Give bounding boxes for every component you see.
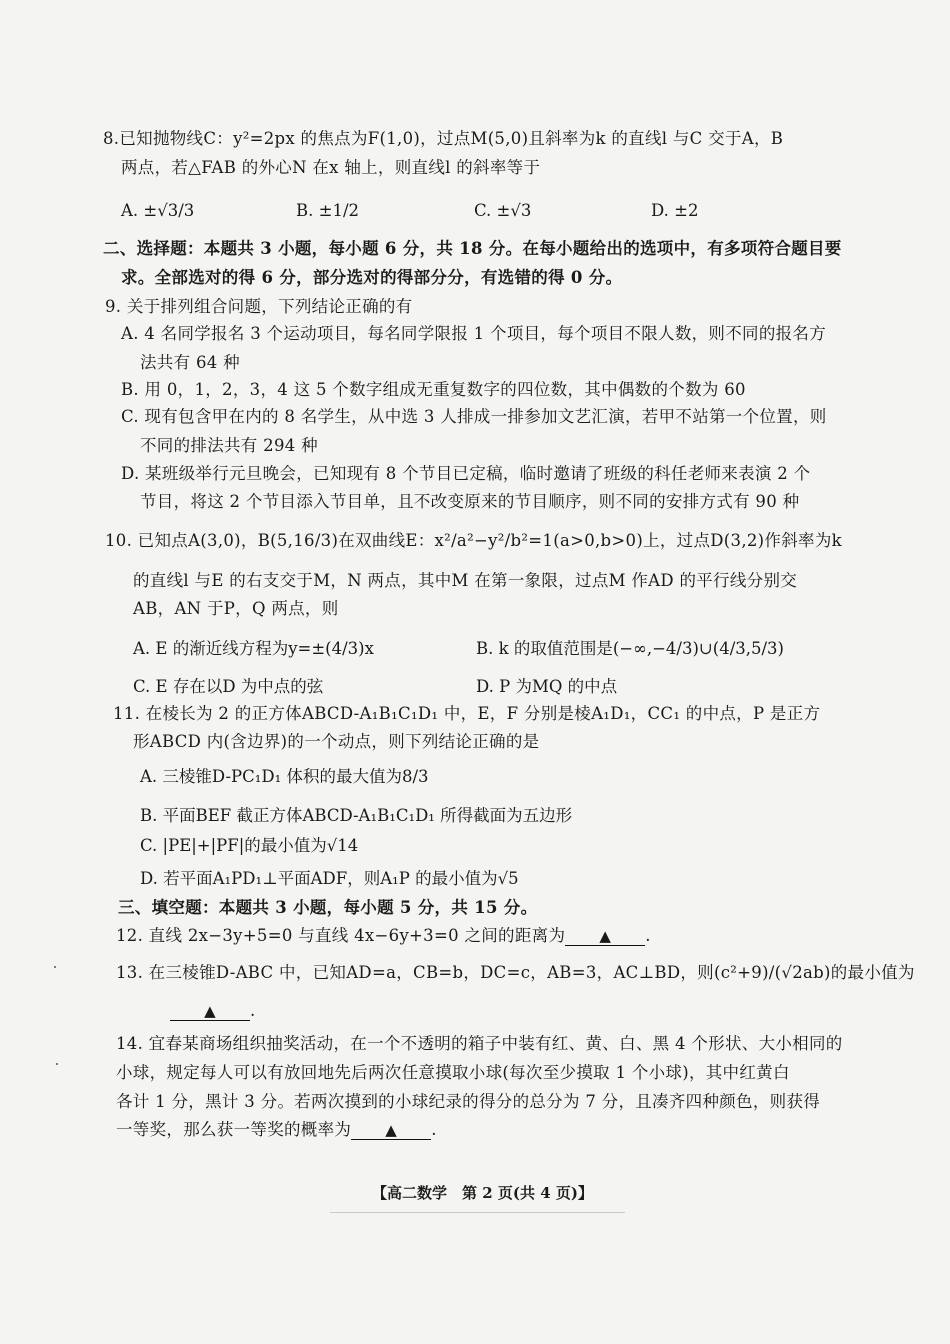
q14-line4-text: 一等奖，那么获一等奖的概率为 bbox=[116, 1120, 352, 1139]
section2-heading-line2: 求。全部选对的得 6 分，部分选对的得部分分，有选错的得 0 分。 bbox=[121, 268, 623, 287]
q9-option-d-line1: D. 某班级举行元旦晚会，已知现有 8 个节目已定稿，临时邀请了班级的科任老师来表演 2 个 bbox=[121, 464, 811, 483]
q9-stem: 9. 关于排列组合问题，下列结论正确的有 bbox=[105, 297, 413, 316]
q9-option-a-line2: 法共有 64 种 bbox=[140, 353, 240, 372]
q11-option-a: A. 三棱锥D-PC₁D₁ 体积的最大值为8/3 bbox=[140, 767, 429, 786]
section2-heading-line1: 二、选择题：本题共 3 小题，每小题 6 分，共 18 分。在每小题给出的选项中，有多项符合题目要 bbox=[103, 239, 842, 258]
q13-blank-line bbox=[170, 1000, 256, 1022]
q8-option-d: D. ±2 bbox=[651, 201, 699, 220]
q10-option-c: C. E 存在以D 为中点的弦 bbox=[133, 677, 324, 696]
q13-blank-marker: ▲ bbox=[204, 1002, 216, 1020]
q14-end: . bbox=[431, 1120, 437, 1139]
q10-line3: AB，AN 于P，Q 两点，则 bbox=[133, 599, 339, 618]
scan-speck bbox=[54, 966, 56, 968]
q9-option-d-line2: 节目，将这 2 个节目添入节目单，且不改变原来的节目顺序，则不同的安排方式有 90 种 bbox=[140, 492, 800, 511]
q14-line2: 小球，规定每人可以有放回地先后两次任意摸取小球(每次至少摸取 1 个小球)，其中红黄白 bbox=[116, 1063, 790, 1082]
q14-line1: 14. 宜春某商场组织抽奖活动，在一个不透明的箱子中装有红、黄、白、黑 4 个形状、大小相同的 bbox=[116, 1034, 843, 1053]
q8-option-b: B. ±1/2 bbox=[296, 201, 359, 220]
q11-option-d: D. 若平面A₁PD₁⊥平面ADF，则A₁P 的最小值为√5 bbox=[140, 869, 519, 888]
q10-line1: 10. 已知点A(3,0)，B(5,16/3)在双曲线E：x²/a²−y²/b²=1(a>0,b>0)上，过点D(3,2)作斜率为k bbox=[105, 531, 842, 550]
q9-option-a-line1: A. 4 名同学报名 3 个运动项目，每名同学限报 1 个项目，每个项目不限人数，则不同的报名方 bbox=[121, 324, 827, 343]
q11-option-c: C. |PE|+|PF|的最小值为√14 bbox=[140, 836, 359, 855]
q10-option-b: B. k 的取值范围是(−∞,−4/3)∪(4/3,5/3) bbox=[476, 639, 784, 658]
q13-answer-blank bbox=[170, 1002, 250, 1021]
q12-answer-blank bbox=[565, 927, 645, 946]
footer-divider bbox=[330, 1212, 625, 1213]
q8-option-c: C. ±√3 bbox=[474, 201, 532, 220]
q8-option-a: A. ±√3/3 bbox=[121, 201, 195, 220]
q14-answer-blank bbox=[351, 1121, 431, 1140]
q13-text: 13. 在三棱锥D-ABC 中，已知AD=a，CB=b，DC=c，AB=3，AC⊥BD，则(c²+9)/(√2ab)的最小值为 bbox=[116, 963, 915, 982]
q13-end: . bbox=[250, 1001, 256, 1020]
q10-option-d: D. P 为MQ 的中点 bbox=[476, 677, 618, 696]
q10-line2: 的直线l 与E 的右支交于M，N 两点，其中M 在第一象限，过点M 作AD 的平行线分别交 bbox=[133, 571, 798, 590]
q14-blank-marker: ▲ bbox=[385, 1121, 398, 1139]
q8-line1: 8.已知抛物线C：y²=2px 的焦点为F(1,0)，过点M(5,0)且斜率为k 的直线l 与C 交于A，B bbox=[103, 129, 784, 148]
q14-line4 bbox=[116, 1119, 437, 1141]
scan-speck bbox=[56, 1063, 58, 1065]
q11-line2: 形ABCD 内(含边界)的一个动点，则下列结论正确的是 bbox=[133, 732, 540, 751]
q12-line bbox=[116, 925, 651, 947]
q12-end: . bbox=[645, 926, 651, 945]
q8-line2: 两点，若△FAB 的外心N 在x 轴上，则直线l 的斜率等于 bbox=[121, 158, 541, 177]
q12-blank-marker: ▲ bbox=[599, 927, 612, 945]
q9-option-c-line1: C. 现有包含甲在内的 8 名学生，从中选 3 人排成一排参加文艺汇演，若甲不站第一个位置，则 bbox=[121, 407, 827, 426]
q11-line1: 11. 在棱长为 2 的正方体ABCD-A₁B₁C₁D₁ 中，E，F 分别是棱A₁D₁，CC₁ 的中点，P 是正方 bbox=[113, 704, 821, 723]
q11-option-b: B. 平面BEF 截正方体ABCD-A₁B₁C₁D₁ 所得截面为五边形 bbox=[140, 806, 573, 825]
q9-option-b: B. 用 0，1，2，3，4 这 5 个数字组成无重复数字的四位数，其中偶数的个数为 60 bbox=[121, 380, 746, 399]
section3-heading: 三、填空题：本题共 3 小题，每小题 5 分，共 15 分。 bbox=[118, 898, 538, 917]
q10-option-a: A. E 的渐近线方程为y=±(4/3)x bbox=[133, 639, 374, 658]
q14-line3: 各计 1 分，黑计 3 分。若两次摸到的小球纪录的得分的总分为 7 分，且凑齐四种颜色，则获得 bbox=[116, 1092, 821, 1111]
q12-text: 12. 直线 2x−3y+5=0 与直线 4x−6y+3=0 之间的距离为 bbox=[116, 926, 566, 945]
q9-option-c-line2: 不同的排法共有 294 种 bbox=[140, 436, 318, 455]
page-footer: 【高二数学 第 2 页(共 4 页)】 bbox=[372, 1184, 593, 1202]
